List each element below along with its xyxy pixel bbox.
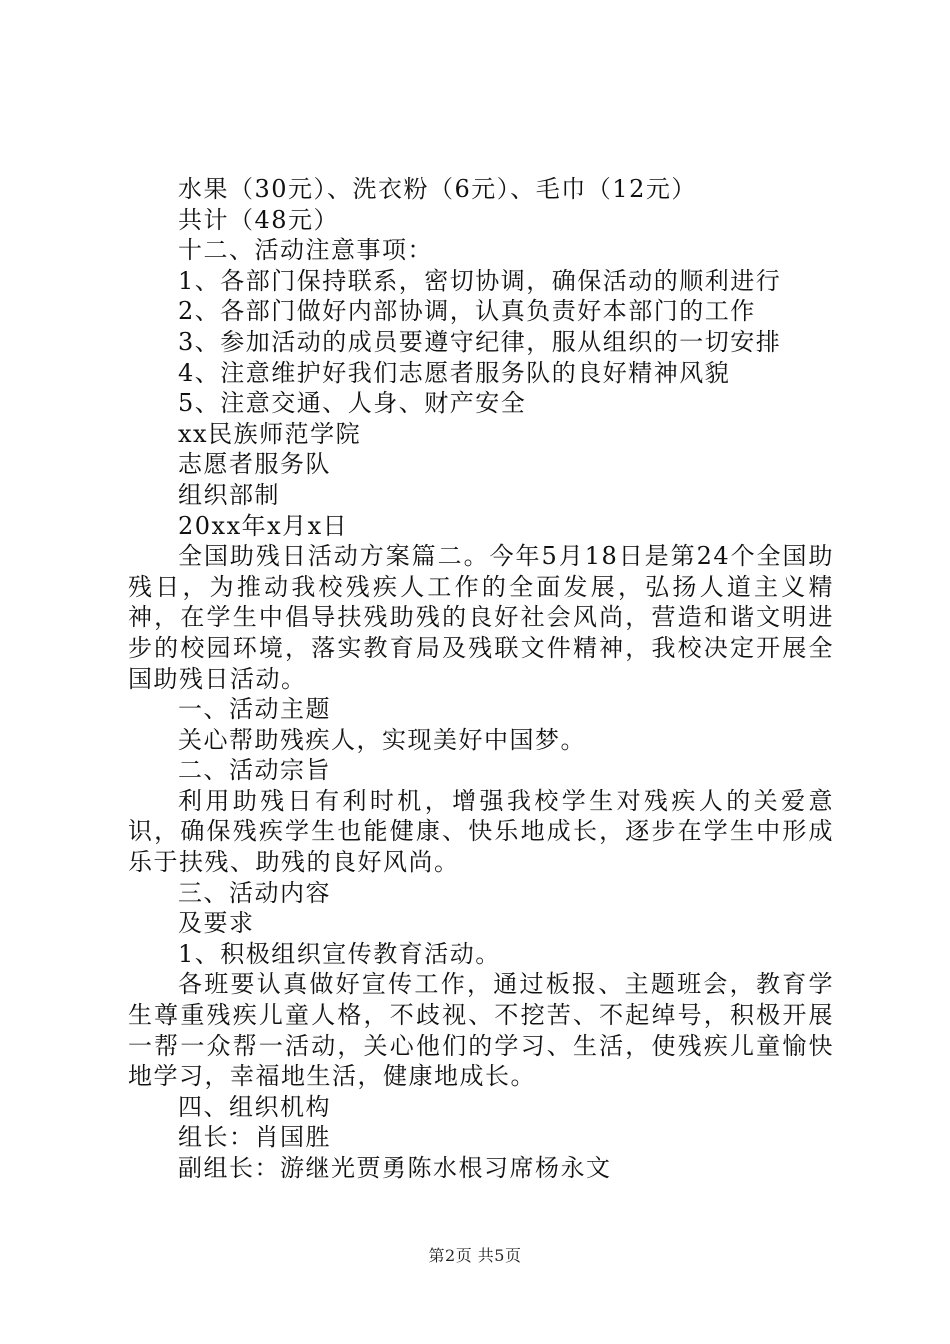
- purpose-paragraph: 利用助残日有利时机，增强我校学生对残疾人的关爱意识，确保残疾学生也能健康、快乐地成长，逐步在学生中形成乐于扶残、助残的良好风尚。: [128, 786, 834, 877]
- section-heading-content-continued: 及要求: [178, 909, 255, 938]
- signature-school: xx民族师范学院: [178, 419, 362, 448]
- budget-items-line: 水果（30元）、洗衣粉（6元）、毛巾（12元）: [178, 175, 697, 203]
- signature-team: 志愿者服务队: [178, 450, 331, 479]
- page-number-footer: 第2页 共5页: [428, 1246, 522, 1265]
- note-item-4: 4、注意维护好我们志愿者服务队的良好精神风貌: [178, 358, 731, 387]
- deputy-leaders-line: 副组长：游继光贾勇陈水根习席杨永文: [178, 1154, 612, 1182]
- signature-department: 组织部制: [178, 480, 280, 509]
- intro-paragraph: 全国助残日活动方案篇二。今年5月18日是第24个全国助残日，为推动我校残疾人工作的全面发展，弘扬人道主义精神，在学生中倡导扶残助残的良好社会风尚，营造和谐文明进步的校园环境，落实教育局及残联文件精神，我校决定开展全国助残日活动。: [128, 542, 834, 693]
- document-body: [128, 174, 834, 1184]
- note-item-2: 2、各部门做好内部协调，认真负责好本部门的工作: [178, 297, 756, 326]
- section-heading-purpose: 二、活动宗旨: [178, 756, 331, 785]
- content-item-1: 1、积极组织宣传教育活动。: [178, 939, 501, 968]
- section-heading-notes: 十二、活动注意事项：: [178, 236, 433, 265]
- theme-text: 关心帮助残疾人，实现美好中国梦。: [178, 725, 586, 754]
- note-item-1: 1、各部门保持联系，密切协调，确保活动的顺利进行: [178, 266, 782, 295]
- signature-date: 20xx年x月x日: [178, 511, 349, 540]
- section-heading-theme: 一、活动主题: [178, 695, 331, 724]
- leader-line: 组长：肖国胜: [178, 1123, 331, 1152]
- content-item-1-paragraph: 各班要认真做好宣传工作，通过板报、主题班会，教育学生尊重残疾儿童人格，不歧视、不挖苦、不起绰号，积极开展一帮一众帮一活动，关心他们的学习、生活，使残疾儿童愉快地学习，幸福地生活，健康地成长。: [128, 970, 834, 1091]
- section-heading-organization: 四、组织机构: [178, 1092, 331, 1121]
- note-item-3: 3、参加活动的成员要遵守纪律，服从组织的一切安排: [178, 327, 782, 356]
- note-item-5: 5、注意交通、人身、财产安全: [178, 389, 527, 418]
- budget-total-line: 共计（48元）: [178, 205, 340, 234]
- section-heading-content: 三、活动内容: [178, 878, 331, 907]
